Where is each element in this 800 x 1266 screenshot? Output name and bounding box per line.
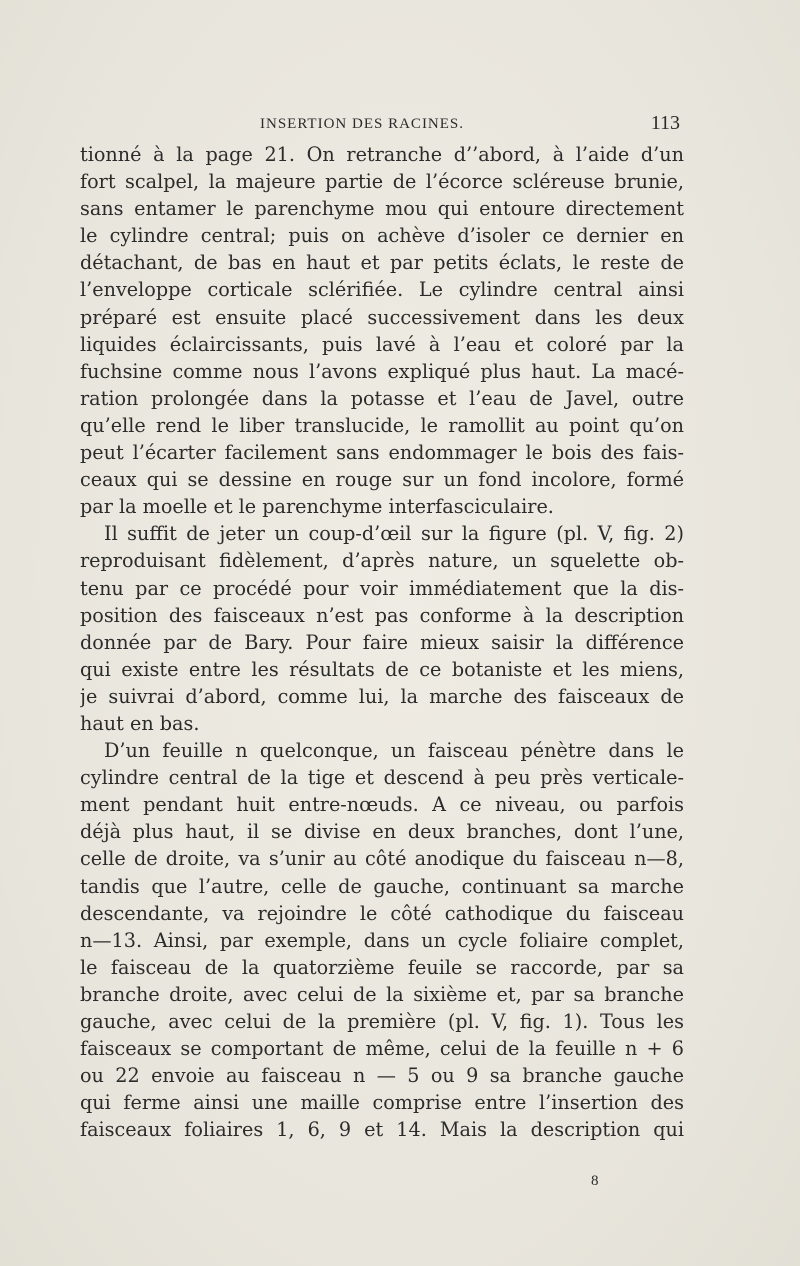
text-line: sans entamer le parenchyme mou qui entoure directement xyxy=(80,197,684,221)
text-line: faisceaux foliaires 1, 6, 9 et 14. Mais la description qui xyxy=(80,1118,684,1142)
page-number: 113 xyxy=(650,112,680,134)
text-line: fuchsine comme nous l’avons expliqué plus haut. La macé- xyxy=(80,359,684,383)
text-line: qui ferme ainsi une maille comprise entre l’insertion des xyxy=(80,1091,684,1115)
text-line: détachant, de bas en haut et par petits éclats, le reste de xyxy=(80,251,684,275)
text-line: par la moelle et le parenchyme interfasciculaire. xyxy=(80,495,554,519)
body-text xyxy=(80,141,684,1143)
text-line: tandis que l’autre, celle de gauche, continuant sa marche xyxy=(80,874,684,898)
text-line: gauche, avec celui de la première (pl. V, fig. 1). Tous les xyxy=(80,1010,684,1033)
text-line: liquides éclaircissants, puis lavé à l’eau et coloré par la xyxy=(80,332,684,356)
text-line: reproduisant fidèlement, d’après nature, un squelette ob- xyxy=(80,549,684,573)
text-line: n—13. Ainsi, par exemple, dans un cycle foliaire complet, xyxy=(80,928,684,952)
text-line: position des faisceaux n’est pas conforme à la description xyxy=(80,603,684,627)
text-line: je suivrai d’abord, comme lui, la marche des faisceaux de xyxy=(80,684,684,708)
text-line: ceaux qui se dessine en rouge sur un fond incolore, formé xyxy=(80,468,684,492)
page-header xyxy=(80,112,680,136)
text-line: préparé est ensuite placé successivement dans les deux xyxy=(80,305,684,329)
text-line: descendante, va rejoindre le côté cathodique du faisceau xyxy=(80,901,684,925)
text-line: qui existe entre les résultats de ce botaniste et les miens, xyxy=(80,657,684,681)
text-line: qu’elle rend le liber translucide, le ramollit au point qu’on xyxy=(80,413,684,437)
text-line: D’un feuille n quelconque, un faisceau pénètre dans le xyxy=(104,739,684,763)
text-line: tionné à la page 21. On retranche d’’abord, à l’aide d’un xyxy=(80,143,684,166)
text-line: ration prolongée dans la potasse et l’eau de Javel, outre xyxy=(80,386,684,410)
text-line: le faisceau de la quatorzième feuile se raccorde, par sa xyxy=(80,955,684,979)
text-line: l’enveloppe corticale sclérifiée. Le cylindre central ainsi xyxy=(80,278,684,302)
text-line: celle de droite, va s’unir au côté anodique du faisceau n—8, xyxy=(80,847,684,871)
text-line: faisceaux se comportant de même, celui de la feuille n + 6 xyxy=(80,1037,684,1061)
text-line: Il suffit de jeter un coup-d’œil sur la figure (pl. V, fig. 2) xyxy=(104,522,684,546)
text-line: déjà plus haut, il se divise en deux branches, dont l’une, xyxy=(80,820,684,844)
text-line: fort scalpel, la majeure partie de l’écorce scléreuse brunie, xyxy=(80,170,684,194)
text-line: cylindre central de la tige et descend à peu près verticale- xyxy=(80,766,684,790)
text-line: peut l’écarter facilement sans endommager le bois des fais- xyxy=(80,441,684,465)
text-line: tenu par ce procédé pour voir immédiatement que la dis- xyxy=(80,576,684,600)
signature-mark: 8 xyxy=(591,1173,599,1189)
text-line: le cylindre central; puis on achève d’isoler ce dernier en xyxy=(80,224,684,248)
text-line: haut en bas. xyxy=(80,711,200,735)
text-line: ou 22 envoie au faisceau n — 5 ou 9 sa branche gauche xyxy=(80,1064,684,1088)
running-title: INSERTION DES RACINES. xyxy=(260,116,465,132)
text-line: donnée par de Bary. Pour faire mieux saisir la différence xyxy=(80,630,684,654)
text-line: branche droite, avec celui de la sixième et, par sa branche xyxy=(80,982,684,1006)
text-line: ment pendant huit entre-nœuds. A ce niveau, ou parfois xyxy=(80,793,684,817)
